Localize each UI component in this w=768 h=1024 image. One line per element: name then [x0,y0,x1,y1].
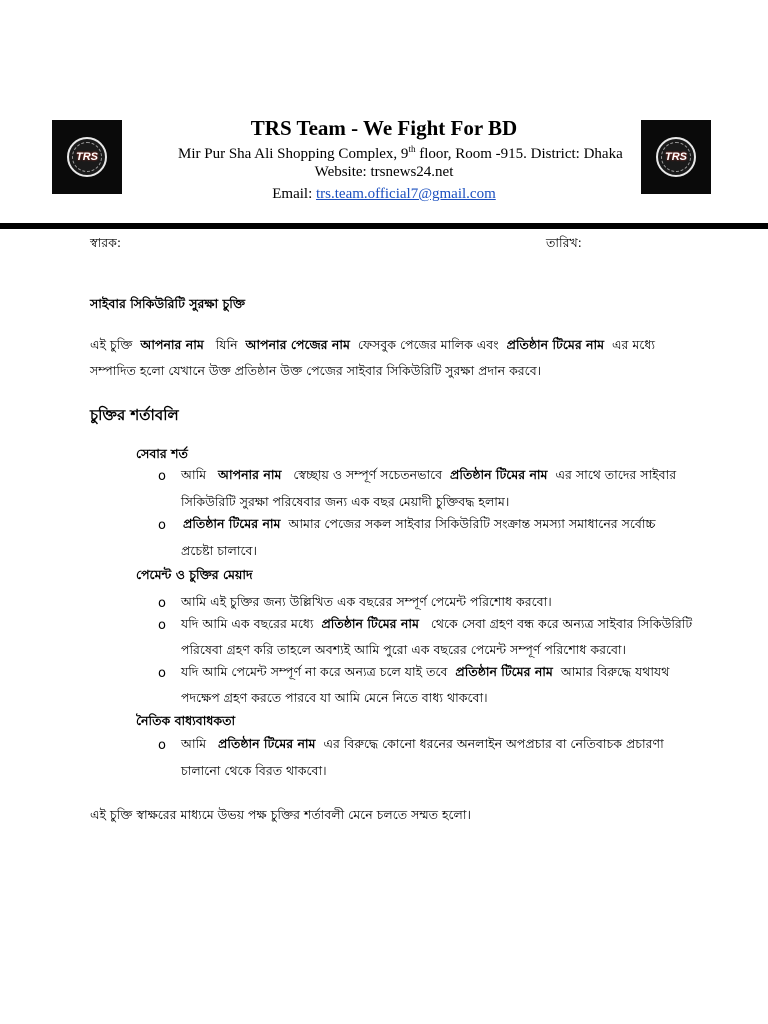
letterhead-address: Mir Pur Sha Ali Shopping Complex, 9th floor, Room -915. District: Dhaka [178,144,623,162]
payment-bullet-2-line-2: পরিষেবা গ্রহণ করি তাহলে অবশ্যই আমি পুরো এক বছরের পেমেন্ট সম্পূর্ণ পরিশোধ করবো। [181,642,627,657]
payment-heading: পেমেন্ট ও চুক্তির মেয়াদ [136,567,253,582]
service-bullet-1-line-2: সিকিউরিটি সুরক্ষা পরিষেবার জন্য এক বছর মেয়াদী চুক্তিবদ্ধ হলাম। [181,494,510,509]
date-label: তারিখ: [546,235,582,250]
ethics-heading: নৈতিক বাধ্যবাধকতা [136,713,236,728]
bullet-icon: o [158,469,166,484]
logo-text: TRS [76,151,98,163]
service-bullet-2-line-1: প্রতিষ্ঠান টিমের নাম আমার পেজের সকল সাইবার সিকিউরিটি সংক্রান্ত সমস্যা সমাধানের সর্বোচ্চ [183,516,656,531]
reference-label: স্বারক: [90,235,122,250]
email-link[interactable]: trs.team.official7@gmail.com [316,186,496,202]
logo-text: TRS [665,151,687,163]
terms-heading: চুক্তির শর্তাবলি [90,406,179,424]
bullet-icon: o [158,666,166,681]
service-bullet-2-line-2: প্রচেষ্টা চালাবে। [181,543,257,558]
ethics-bullet-1-line-1: আমি প্রতিষ্ঠান টিমের নাম এর বিরুদ্ধে কোনো ধরনের অনলাইন অপপ্রচার বা নেতিবাচক প্রচারণা [181,736,664,751]
intro-line-2: সম্পাদিত হলো যেখানে উক্ত প্রতিষ্ঠান উক্ত পেজের সাইবার সিকিউরিটি সুরক্ষা প্রদান করবে। [90,363,542,378]
bullet-icon: o [158,518,166,533]
bullet-icon: o [158,738,166,753]
bullet-icon: o [158,596,166,611]
payment-bullet-2-line-1: যদি আমি এক বছরের মধ্যে প্রতিষ্ঠান টিমের নাম থেকে সেবা গ্রহণ বন্ধ করে অন্যত্র সাইবার সিকিউরিটি [181,616,693,631]
bullet-icon: o [158,618,166,633]
payment-bullet-3-line-1: যদি আমি পেমেন্ট সম্পূর্ণ না করে অন্যত্র চলে যাই তবে প্রতিষ্ঠান টিমের নাম আমার বিরুদ্ধে যথাযথ [181,664,670,679]
letterhead-website: Website: trsnews24.net [314,164,454,180]
intro-line-1: এই চুক্তি আপনার নাম যিনি আপনার পেজের নাম ফেসবুক পেজের মালিক এবং প্রতিষ্ঠান টিমের নাম এর মধ্যে [90,337,655,352]
payment-bullet-3-line-2: পদক্ষেপ গ্রহণ করতে পারবে যা আমি মেনে নিতে বাধ্য থাকবো। [181,690,488,705]
closing-statement: এই চুক্তি স্বাক্ষরের মাধ্যমে উভয় পক্ষ চুক্তির শর্তাবলী মেনে চলতে সম্মত হলো। [90,807,471,822]
letterhead-email: Email: trs.team.official7@gmail.com [272,186,496,202]
ethics-bullet-1-line-2: চালানো থেকে বিরত থাকবো। [181,763,327,778]
payment-bullet-1: আমি এই চুক্তির জন্য উল্লিখিত এক বছরের সম্পূর্ণ পেমেন্ট পরিশোধ করবো। [181,594,552,609]
header-divider [0,223,768,229]
letterhead-title: TRS Team - We Fight For BD [250,116,518,140]
service-heading: সেবার শর্ত [136,446,188,461]
service-bullet-1-line-1: আমি আপনার নাম স্বেচ্ছায় ও সম্পূর্ণ সচেতনভাবে প্রতিষ্ঠান টিমের নাম এর সাথে তাদের সাইবার [181,467,677,482]
agreement-subject: সাইবার সিকিউরিটি সুরক্ষা চুক্তি [90,296,245,311]
